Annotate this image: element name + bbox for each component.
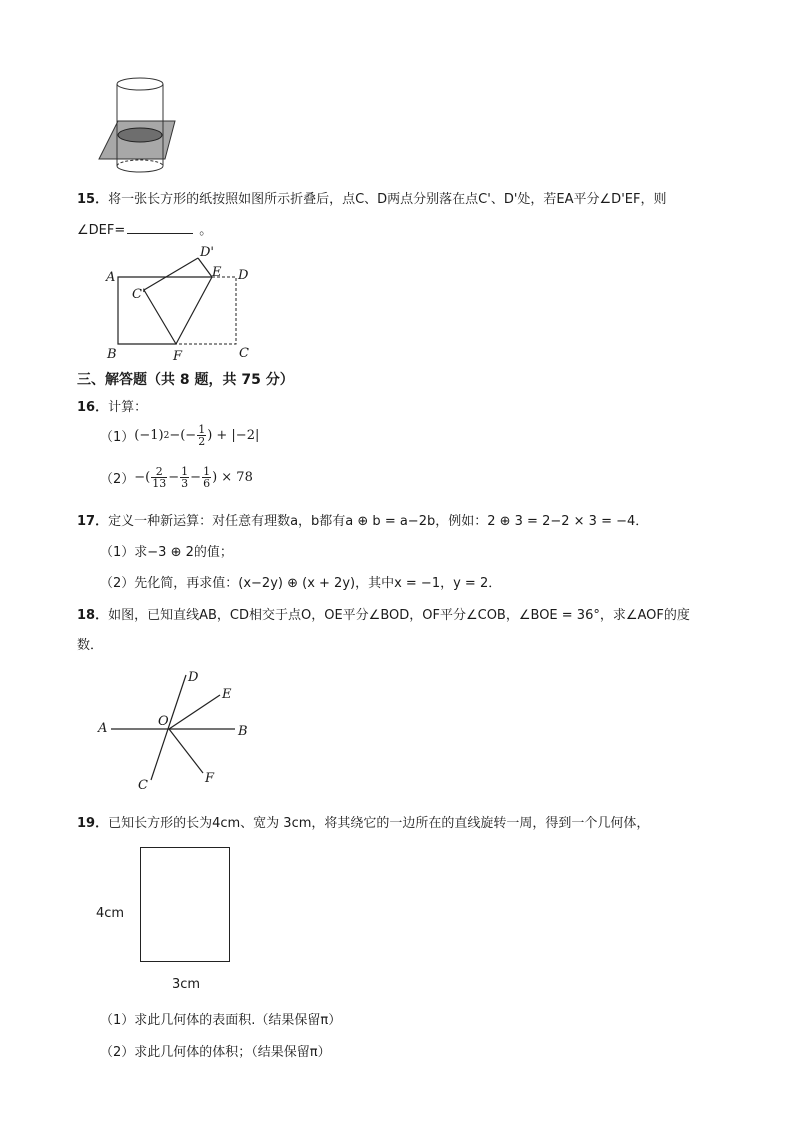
q16-part2 <box>100 466 253 489</box>
part-tag: （2） <box>100 472 135 487</box>
question-16 <box>77 396 147 415</box>
intersecting-lines-figure <box>95 665 255 795</box>
question-15-line2 <box>77 219 212 238</box>
minus: − <box>190 470 202 485</box>
label-D: D <box>188 670 199 685</box>
expr-open: −( <box>134 470 151 485</box>
question-number: 16． <box>77 400 109 415</box>
question-text: 如图，已知直线AB，CD相交于点O，OE平分∠BOD，OF平分∠COB，∠BOE = 36°，求∠AOF的度 <box>108 608 690 623</box>
question-18 <box>77 604 690 623</box>
q19-part2: （2）求此几何体的体积；（结果保留π） <box>100 1045 331 1060</box>
width-label: 3cm <box>172 977 201 992</box>
minus: − <box>168 470 180 485</box>
expr-abs: ) + |−2| <box>207 428 260 443</box>
question-17 <box>77 510 648 529</box>
q17-part1: （1）求−3 ⊕ 2的值； <box>100 545 233 560</box>
label-E: E <box>212 265 222 280</box>
question-text: 定义一种新运算：对任意有理数a，b都有a ⊕ b = a−2b，例如：2 ⊕ 3 = 2−2 × 3 = −4． <box>108 514 649 529</box>
label-C: C <box>239 346 249 361</box>
fraction-one-half: $\frac{1}{2}$ <box>198 423 206 448</box>
q17-part2: （2）先化简，再求值：(x−2y) ⊕ (x + 2y)，其中x = −1，y = 2． <box>100 576 502 591</box>
label-E: E <box>222 687 232 702</box>
question-number: 17． <box>77 514 109 529</box>
q19-part1: （1）求此几何体的表面积.（结果保留π） <box>100 1013 342 1028</box>
section-title: 三、解答题（共 8 题，共 75 分） <box>77 372 294 388</box>
label-B: B <box>107 347 117 362</box>
label-B: B <box>238 724 248 739</box>
fraction-1-6: $\frac{1}{6}$ <box>203 465 211 490</box>
question-text: 将一张长方形的纸按照如图所示折叠后，点C、D两点分别落在点C'、D'处，若EA平分∠D'EF，则 <box>108 192 667 207</box>
fraction-2-13: $\frac{2}{13}$ <box>152 465 167 490</box>
label-D-prime: D' <box>200 245 214 260</box>
question-text: 计算： <box>108 400 148 415</box>
length-label: 4cm <box>96 906 125 921</box>
expr-minus: −(− <box>169 428 197 443</box>
label-F: F <box>205 771 215 786</box>
angle-def-text: ∠DEF= <box>77 223 126 238</box>
folded-rectangle-figure <box>100 240 260 365</box>
label-C: C <box>138 778 148 793</box>
label-O: O <box>158 714 169 729</box>
fraction-1-3: $\frac{1}{3}$ <box>181 465 189 490</box>
question-number: 18． <box>77 608 109 623</box>
question-19 <box>77 812 649 831</box>
period: 。 <box>199 223 213 238</box>
q16-part1 <box>100 424 259 447</box>
answer-blank[interactable] <box>127 221 193 234</box>
question-number: 15． <box>77 192 109 207</box>
question-18-line2: 数． <box>77 638 104 653</box>
expr-base: (−1) <box>134 428 164 443</box>
expr-close: ) × 78 <box>212 470 253 485</box>
question-number: 19． <box>77 816 109 831</box>
cylinder-plane-figure <box>95 76 185 176</box>
label-C-prime: C' <box>132 287 146 302</box>
label-D: D <box>238 268 249 283</box>
label-A: A <box>98 721 108 736</box>
question-text: 已知长方形的长为4cm、宽为 3cm，将其绕它的一边所在的直线旋转一周，得到一个几何体， <box>108 816 650 831</box>
part-tag: （1） <box>100 430 135 445</box>
label-F: F <box>173 349 183 364</box>
expr-exponent: 2 <box>163 430 170 441</box>
rectangle-figure <box>140 847 230 962</box>
question-15 <box>77 188 666 207</box>
label-A: A <box>106 270 116 285</box>
